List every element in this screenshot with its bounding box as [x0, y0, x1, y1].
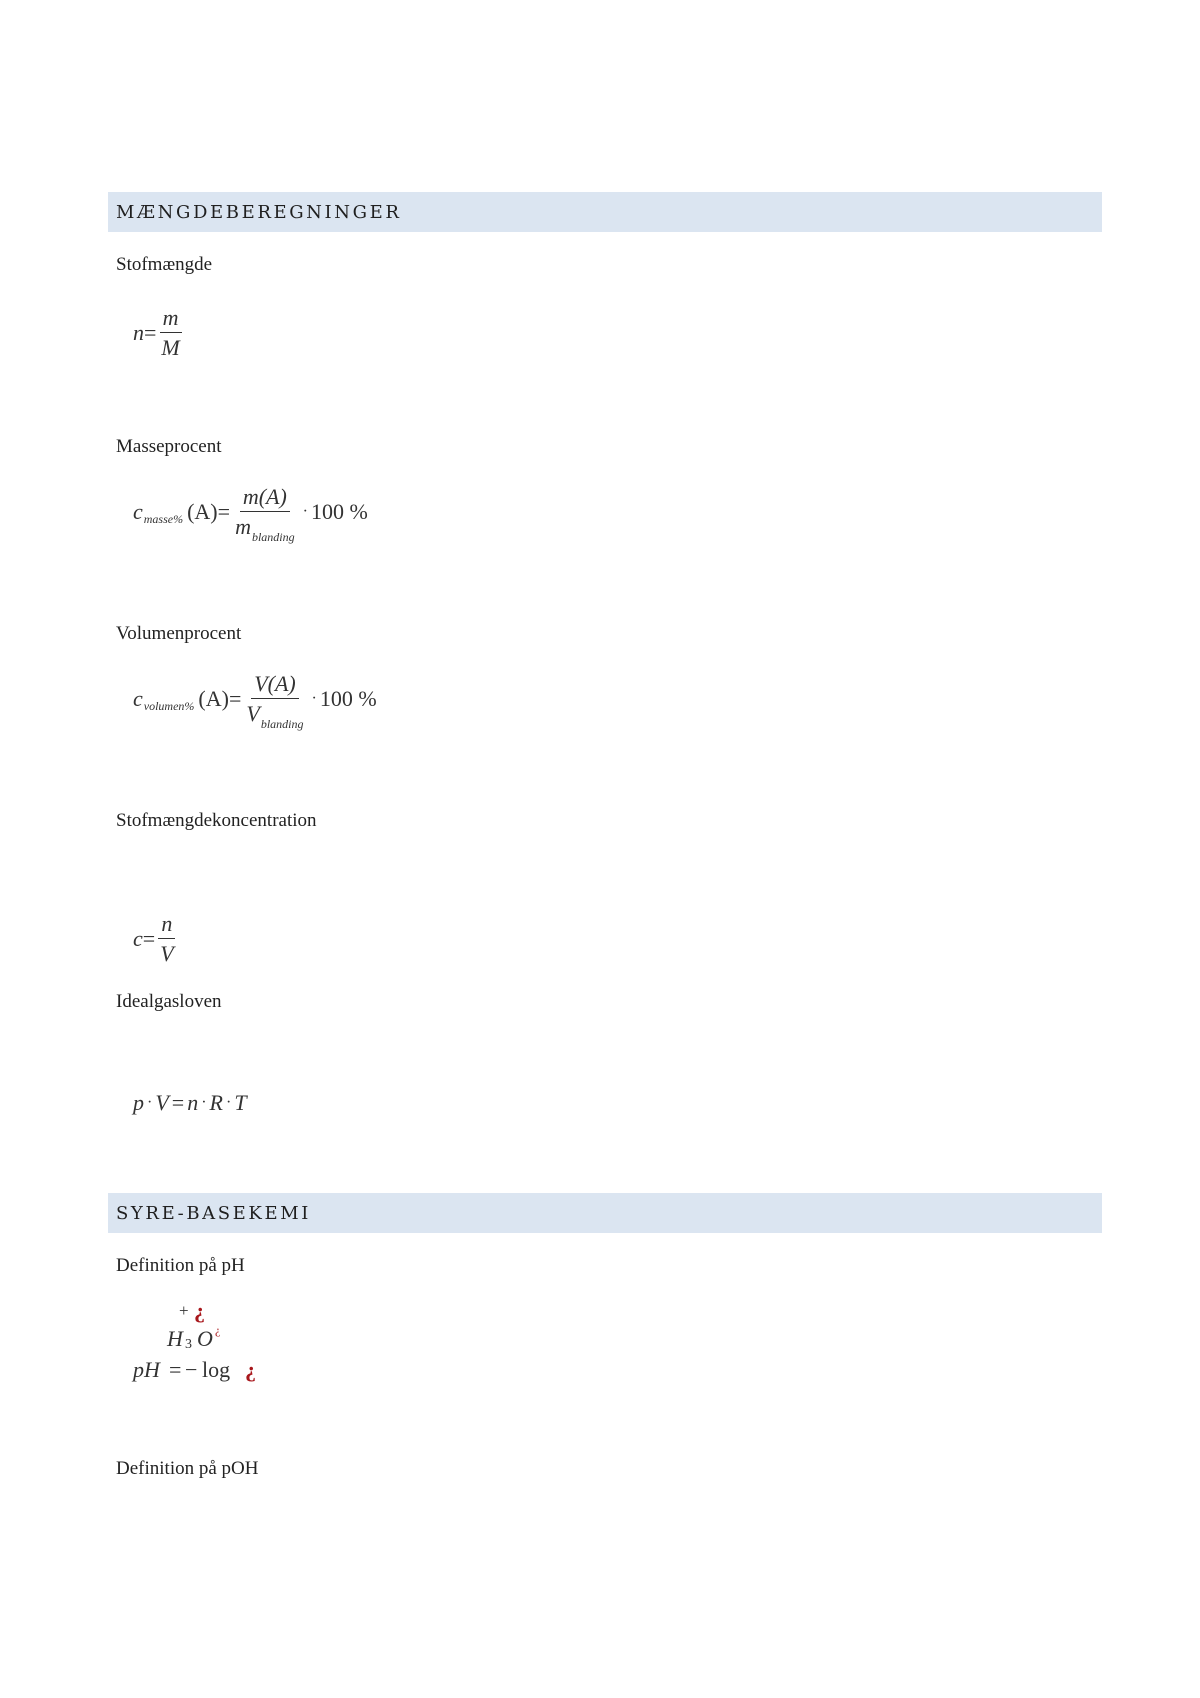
- multiply-dot: ·: [147, 1094, 153, 1111]
- formula-koncentration: [133, 913, 179, 965]
- formula-argument: (A): [198, 686, 229, 711]
- formula-tail: 100 %: [319, 686, 377, 711]
- formula-stofmaengde: [133, 307, 185, 359]
- formula-fraction: [243, 671, 306, 731]
- formula-symbol: c: [133, 686, 143, 711]
- section-heading-text: SYRE-BASEKEMI: [116, 1202, 311, 1224]
- ph-log: log: [202, 1357, 231, 1382]
- ph-h: H: [167, 1326, 183, 1351]
- denominator-subscript: blanding: [251, 530, 295, 544]
- fraction-denominator: V: [160, 941, 174, 966]
- ph-minus: −: [185, 1357, 198, 1382]
- label-idealgasloven: Idealgasloven: [116, 991, 222, 1012]
- formula-idealgas: [133, 1090, 247, 1116]
- formula-operator: =: [217, 499, 231, 524]
- formula-masseprocent: [133, 484, 368, 544]
- multiply-dot: ·: [302, 503, 308, 520]
- section-heading-text: MÆNGDEBEREGNINGER: [116, 201, 402, 223]
- ph-o: O: [197, 1326, 213, 1351]
- fraction-denominator: [232, 512, 298, 544]
- formula-fraction: [157, 913, 176, 965]
- label-volumenprocent: Volumenprocent: [116, 623, 242, 644]
- formula-operator: =: [171, 1090, 185, 1115]
- multiply-dot: ·: [311, 690, 317, 707]
- ph-plus: +: [179, 1301, 189, 1320]
- label-masseprocent: Masseprocent: [116, 436, 222, 457]
- ph-error-glyph: ¿: [245, 1357, 256, 1382]
- formula-argument: (A): [187, 499, 218, 524]
- multiply-dot: ·: [225, 1094, 232, 1111]
- formula-fraction: [232, 484, 298, 544]
- formula-symbol-p: p: [133, 1090, 144, 1115]
- label-definition-ph: Definition på pH: [116, 1255, 245, 1276]
- fraction-numerator: n: [158, 913, 175, 939]
- label-definition-poh: Definition på pOH: [116, 1458, 259, 1479]
- denominator-symbol: V: [246, 701, 260, 726]
- fraction-numerator: m: [160, 307, 182, 333]
- label-stofmaengdekoncentration: Stofmængdekoncentration: [116, 810, 317, 831]
- fraction-denominator: [243, 699, 306, 731]
- formula-symbol: c: [133, 926, 143, 951]
- formula-operator: =: [144, 320, 157, 345]
- formula-subscript: volumen%: [143, 698, 195, 713]
- fraction-numerator: V(A): [251, 673, 299, 699]
- label-stofmaengde: Stofmængde: [116, 254, 213, 275]
- formula-operator: =: [142, 926, 156, 951]
- formula-symbol-r: R: [209, 1090, 223, 1115]
- section-heading-syre-basekemi: [108, 1193, 1102, 1233]
- ph-lhs: pH: [133, 1357, 160, 1382]
- denominator-subscript: blanding: [260, 717, 304, 731]
- section-heading-maengdeberegninger: [108, 192, 1102, 232]
- formula-fraction: [158, 307, 182, 359]
- formula-operator: =: [228, 686, 242, 711]
- formula-ph: [133, 1298, 293, 1391]
- ph-operator: =: [169, 1357, 182, 1382]
- formula-symbol-t: T: [234, 1090, 247, 1115]
- fraction-denominator: M: [161, 335, 180, 360]
- formula-symbol: c: [133, 499, 143, 524]
- formula-symbol-n: n: [187, 1090, 199, 1115]
- formula-symbol: n: [133, 320, 144, 345]
- denominator-symbol: m: [235, 514, 251, 539]
- ph-h-subscript: 3: [185, 1337, 192, 1352]
- ph-error-glyph: ¿: [215, 1323, 221, 1337]
- formula-volumenprocent: [133, 671, 377, 731]
- formula-tail: 100 %: [310, 499, 368, 524]
- formula-subscript: masse%: [143, 511, 184, 526]
- fraction-numerator: m(A): [240, 486, 290, 512]
- ph-error-glyph: ¿: [194, 1298, 205, 1323]
- multiply-dot: ·: [201, 1094, 207, 1111]
- formula-symbol-v: V: [155, 1090, 169, 1115]
